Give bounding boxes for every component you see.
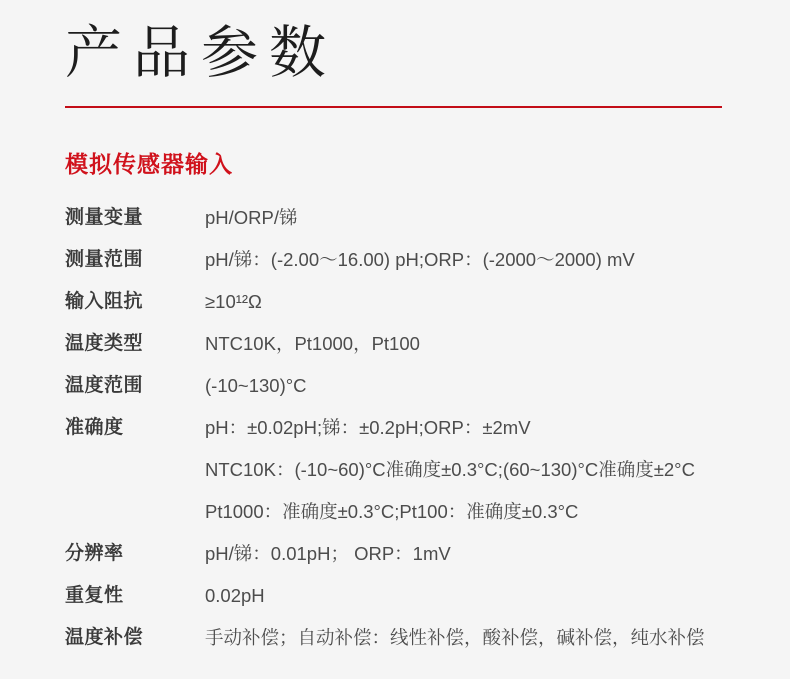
spec-row-accuracy bbox=[65, 407, 725, 533]
spec-row-measurement-variable bbox=[65, 197, 725, 239]
spec-row-temperature-range bbox=[65, 365, 725, 407]
spec-value: 0.02pH bbox=[205, 584, 265, 606]
spec-value: pH：±0.02pH;锑：±0.2pH;ORP：±2mV bbox=[205, 416, 531, 438]
title-underline bbox=[65, 106, 722, 108]
spec-values bbox=[205, 281, 725, 323]
spec-row-resolution bbox=[65, 533, 725, 575]
spec-label: 重复性 bbox=[65, 584, 124, 606]
spec-label: 温度补偿 bbox=[65, 626, 144, 648]
spec-row-repeatability bbox=[65, 575, 725, 617]
spec-label: 准确度 bbox=[65, 416, 124, 438]
spec-label: 测量范围 bbox=[65, 248, 144, 270]
section-heading-analog-sensor-input: 模拟传感器输入 bbox=[65, 150, 233, 177]
spec-value: NTC10K，Pt1000，Pt100 bbox=[205, 332, 420, 354]
spec-row-measurement-range bbox=[65, 239, 725, 281]
spec-table bbox=[65, 197, 725, 659]
spec-values bbox=[205, 197, 725, 239]
spec-row-temperature-type bbox=[65, 323, 725, 365]
page-title: 产品参数 bbox=[65, 21, 337, 85]
spec-value: ≥10¹²Ω bbox=[205, 290, 262, 312]
spec-label: 分辨率 bbox=[65, 542, 124, 564]
spec-value: 手动补偿；自动补偿：线性补偿，酸补偿，碱补偿，纯水补偿 bbox=[205, 626, 705, 648]
spec-value: pH/ORP/锑 bbox=[205, 206, 298, 228]
spec-value: pH/锑：(-2.00～16.00) pH;ORP：(-2000～2000) mV bbox=[205, 248, 635, 270]
spec-values bbox=[205, 239, 725, 281]
spec-values bbox=[205, 365, 725, 407]
spec-row-temperature-compensation bbox=[65, 617, 725, 659]
spec-values bbox=[205, 617, 725, 659]
spec-label: 温度类型 bbox=[65, 332, 144, 354]
spec-value: NTC10K：(-10~60)°C准确度±0.3°C;(60~130)°C准确度±2°C bbox=[205, 458, 695, 480]
spec-value: Pt1000：准确度±0.3°C;Pt100：准确度±0.3°C bbox=[205, 500, 579, 522]
spec-row-input-impedance bbox=[65, 281, 725, 323]
spec-label: 输入阻抗 bbox=[65, 290, 144, 312]
spec-values bbox=[205, 533, 725, 575]
spec-value: pH/锑：0.01pH； ORP：1mV bbox=[205, 542, 451, 564]
spec-values bbox=[205, 323, 725, 365]
spec-values bbox=[205, 575, 725, 617]
spec-label: 温度范围 bbox=[65, 374, 144, 396]
spec-value: (-10~130)°C bbox=[205, 374, 307, 396]
spec-label: 测量变量 bbox=[65, 206, 144, 228]
spec-values bbox=[205, 407, 725, 533]
